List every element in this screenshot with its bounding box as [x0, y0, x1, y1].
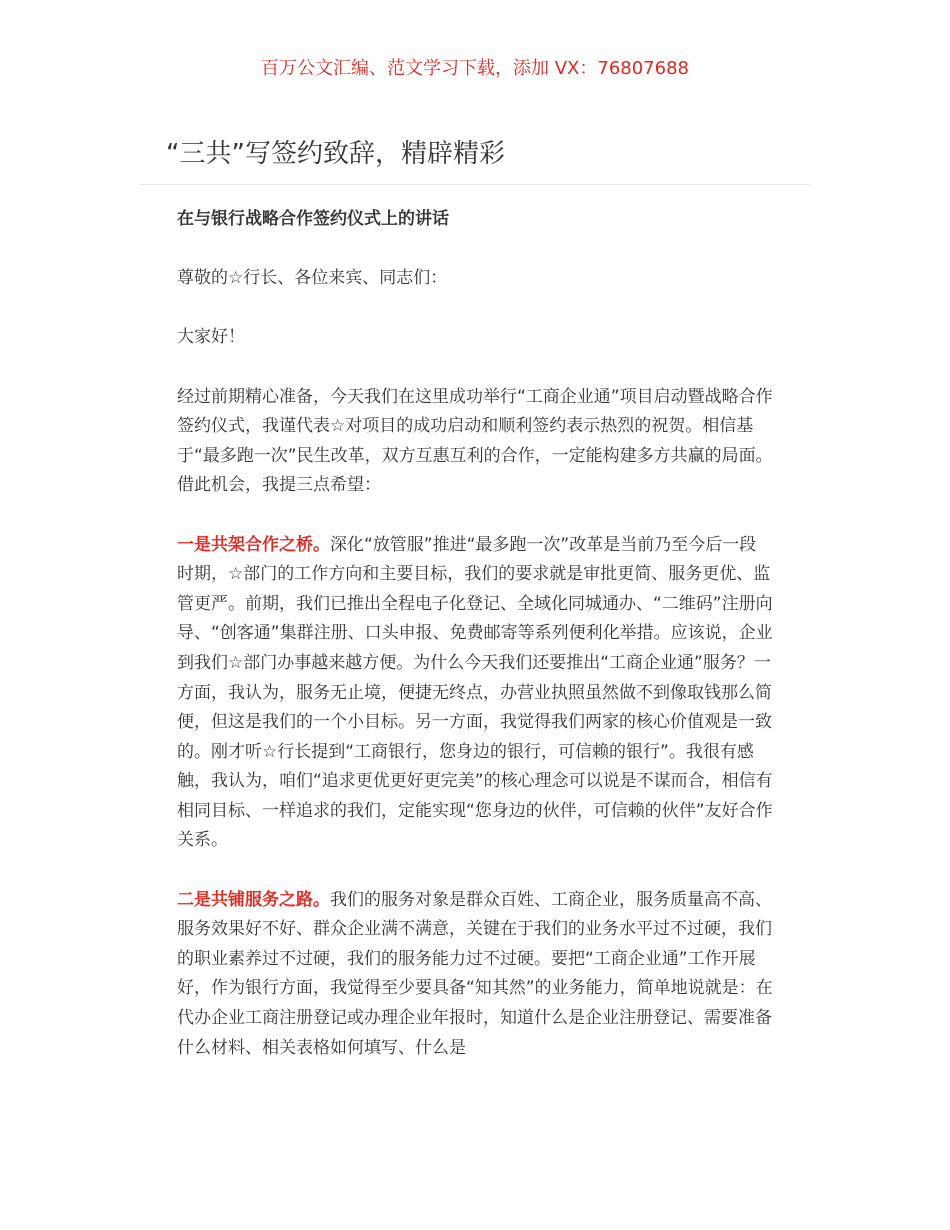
salutation: 尊敬的☆行长、各位来宾、同志们：: [177, 268, 448, 289]
title-divider: [140, 184, 810, 185]
promo-banner: 百万公文汇编、范文学习下载，添加 VX：76807688: [261, 58, 689, 79]
greeting: 大家好！: [177, 327, 245, 348]
point-one-heading: 一是共架合作之桥。: [177, 534, 330, 555]
point-one-body: 深化“放管服”推进“最多跑一次”改革是当前乃至今后一段时期，☆部门的工作方向和主要目标，我们的要求就是审批更简、服务更优、监管更严。前期，我们已推出全程电子化登记、全域化同城通办、“二维码”注册向导、“创客通”集群注册、口头申报、免费邮寄等系列便利化举措。应该说，企业到我们☆部门办事越来越方便。为什么今天我们还要推出“工商企业通”服务？一方面，我认为，服务无止境，便捷无终点，办营业执照虽然做不到像取钱那么简便，但这是我们的一个小目标。另一方面，我觉得我们两家的核心价值观是一致的。刚才听☆行长提到“工商银行，您身边的银行，可信赖的银行”。我很有感触，我认为，咱们“追求更优更好更完美”的核心理念可以说是不谋而合，相信有相同目标、一样追求的我们，定能实现“您身边的伙伴，可信赖的伙伴”友好合作关系。: [177, 534, 773, 851]
speech-title: 在与银行战略合作签约仪式上的讲话: [177, 209, 449, 229]
article-title: “三共”写签约致辞，精辟精彩: [166, 139, 505, 169]
point-two-paragraph: [177, 886, 773, 1064]
intro-paragraph: 经过前期精心准备，今天我们在这里成功举行“工商企业通”项目启动暨战略合作签约仪式，我谨代表☆对项目的成功启动和顺利签约表示热烈的祝贺。相信基于“最多跑一次”民生改革，双方互惠互利的合作，一定能构建多方共赢的局面。借此机会，我提三点希望：: [177, 386, 773, 496]
point-one-paragraph: [177, 531, 773, 857]
article-body: [177, 205, 773, 1093]
point-two-heading: 二是共铺服务之路。: [177, 889, 330, 910]
point-two-body: 我们的服务对象是群众百姓、工商企业，服务质量高不高、服务效果好不好、群众企业满不满意，关键在于我们的业务水平过不过硬，我们的职业素养过不过硬，我们的服务能力过不过硬。要把“工商企业通”工作开展好，作为银行方面，我觉得至少要具备“知其然”的业务能力，简单地说就是：在代办企业工商注册登记或办理企业年报时，知道什么是企业注册登记、需要准备什么材料、相关表格如何填写、什么是: [177, 889, 773, 1058]
